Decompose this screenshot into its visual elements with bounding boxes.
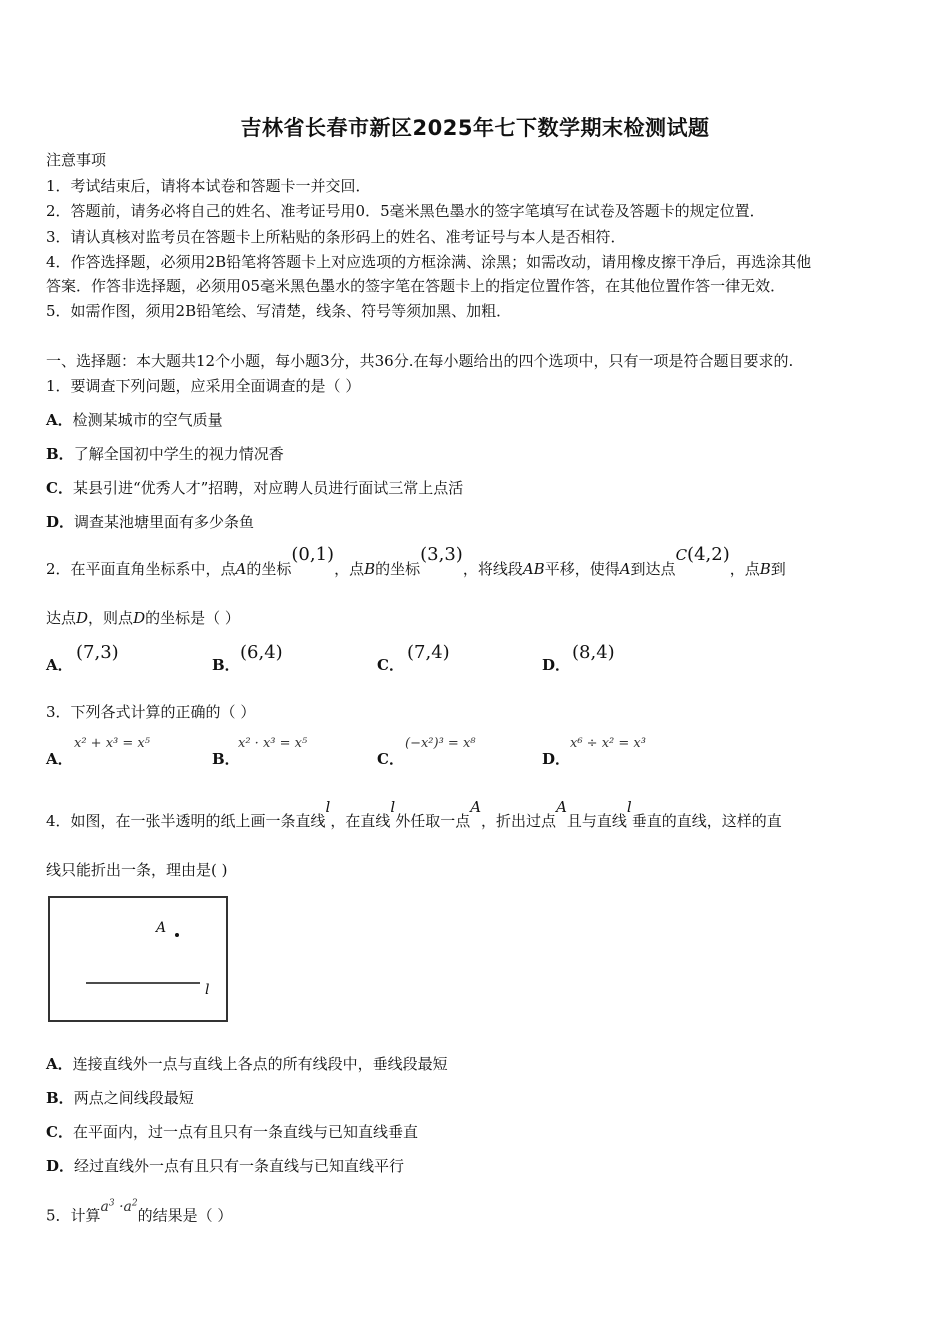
notice-item-1: 1．考试结束后，请将本试卷和答题卡一并交回．: [46, 177, 371, 195]
q3-option-b: [212, 736, 308, 769]
q4-stem-line-1: [46, 798, 906, 834]
option-label: B．: [212, 750, 240, 768]
option-label: C．: [46, 479, 73, 497]
q2-text: ，则点: [88, 609, 134, 627]
q4-option-c: [46, 1120, 906, 1144]
line-l-symbol: l: [390, 798, 396, 816]
notice-item-4: 4．作答选择题，必须用2B铅笔将答题卡上对应选项的方框涂满、涂黑；如需改动，请用橡皮擦干净后，再选涂其他: [46, 253, 812, 271]
option-label: C．: [377, 656, 404, 674]
q3-option-d: [542, 736, 646, 769]
notice-item-2: 2．答题前，请务必将自己的姓名、准考证号用0．5毫米黑色墨水的签字笔填写在试卷及答题卡的规定位置．: [46, 202, 765, 220]
option-text: 某县引进“优秀人才”招聘，对应聘人员进行面试三常上点活: [72, 479, 464, 497]
option-value: x² · x³ = x⁵: [238, 736, 308, 751]
q1-option-b: [46, 442, 906, 466]
q4-text: 垂直的直线，这样的直: [631, 812, 782, 830]
point-d-symbol: D: [76, 609, 89, 627]
q2-text: 到达点: [630, 560, 676, 578]
q2-text: 达点: [46, 609, 77, 627]
option-label: D．: [46, 513, 75, 531]
q2-text: 到: [770, 560, 786, 578]
q2-text: ，点: [729, 560, 760, 578]
q2-text: ，将线段: [462, 560, 523, 578]
option-text: 经过直线外一点有且只有一条直线与已知直线平行: [74, 1157, 405, 1175]
notice-item-3: 3．请认真核对监考员在答题卡上所粘贴的条形码上的姓名、准考证号与本人是否相符．: [46, 228, 626, 246]
option-text: 调查某池塘里面有多少条鱼: [74, 513, 255, 531]
q2-text: 的坐标: [246, 560, 292, 578]
option-label: D．: [542, 750, 571, 768]
q2-stem-line-2: [46, 606, 906, 630]
point-a-symbol: A: [470, 798, 482, 816]
point-c-symbol: C: [675, 546, 688, 564]
q4-figure: [48, 896, 228, 1022]
q4-text: 4．如图，在一张半透明的纸上画一条直线: [46, 812, 326, 830]
option-value: (6,4): [240, 642, 283, 663]
notice-heading: 注意事项: [46, 151, 107, 169]
q5-exponent: 2: [131, 1198, 138, 1208]
option-text: 检测某城市的空气质量: [72, 411, 223, 429]
q5-expression: [101, 1199, 138, 1215]
option-label: D．: [542, 656, 571, 674]
option-text: 连接直线外一点与直线上各点的所有线段中，垂线段最短: [72, 1055, 448, 1073]
point-a-symbol: A: [556, 798, 567, 816]
option-label: B．: [46, 1089, 74, 1107]
option-label: D．: [46, 1157, 75, 1175]
option-text: 两点之间线段最短: [73, 1089, 194, 1107]
segment-ab-symbol: AB: [522, 560, 545, 578]
option-label: C．: [46, 1123, 73, 1141]
q5-text: 的结果是（ ）: [137, 1206, 233, 1225]
option-value: (−x²)³ = x⁸: [405, 736, 476, 751]
q4-text: ，折出过点: [481, 812, 557, 830]
q4-text: 且与直线: [566, 812, 627, 830]
coord-c: (4,2): [687, 544, 730, 565]
q2-option-b: [212, 642, 283, 675]
q2-text: 2．在平面直角坐标系中，点: [46, 560, 236, 578]
option-text: 了解全国初中学生的视力情况香: [73, 445, 284, 463]
q4-option-a: [46, 1052, 906, 1076]
option-value: (7,4): [407, 642, 450, 663]
q1-stem: 1．要调查下列问题，应采用全面调查的是（ ）: [46, 377, 361, 395]
q2-option-a: [46, 642, 119, 675]
q4-option-d: [46, 1154, 906, 1178]
q4-stem-line-2: 线只能折出一条，理由是( ): [46, 861, 228, 879]
option-label: B．: [212, 656, 240, 674]
q3-option-a: [46, 736, 150, 769]
point-b-symbol: B: [364, 560, 376, 578]
section-1-heading: 一、选择题：本大题共12个小题，每小题3分，共36分.在每小题给出的四个选项中，只有一项是符合题目要求的.: [46, 352, 794, 370]
q3-option-c: [377, 736, 476, 769]
q3-stem: 3．下列各式计算的正确的（ ）: [46, 703, 256, 721]
q2-stem-line-1: [46, 544, 906, 582]
q5-base: a: [123, 1198, 132, 1215]
coord-b: (3,3): [420, 544, 463, 565]
coord-a: (0,1): [291, 544, 335, 565]
option-value: x² + x³ = x⁵: [74, 736, 150, 751]
q4-text: ，在直线: [330, 812, 391, 830]
q5-text: 5．计算: [46, 1206, 101, 1225]
line-l-symbol: l: [626, 798, 632, 816]
point-a-dot: [175, 933, 179, 937]
q4-option-b: [46, 1086, 906, 1110]
q2-text: 平移，使得: [544, 560, 620, 578]
option-label: A．: [46, 1055, 73, 1073]
notice-item-5: 5．如需作图，须用2B铅笔绘、写清楚，线条、符号等须加黑、加粗．: [46, 302, 512, 320]
q1-option-c: [46, 476, 906, 500]
point-a-symbol: A: [619, 560, 631, 578]
option-value: (7,3): [76, 642, 119, 663]
line-l-label: l: [205, 982, 210, 998]
q1-option-a: [46, 408, 906, 432]
option-value: x⁶ ÷ x² = x³: [570, 736, 646, 751]
option-label: A．: [46, 411, 73, 429]
line-l-symbol: l: [325, 798, 331, 816]
option-text: 在平面内，过一点有且只有一条直线与已知直线垂直: [72, 1123, 418, 1141]
option-label: C．: [377, 750, 404, 768]
point-a-symbol: A: [235, 560, 247, 578]
q2-text: 的坐标: [375, 560, 421, 578]
q4-figure-drawing: [50, 898, 226, 1020]
q2-option-d: [542, 642, 615, 675]
option-label: A．: [46, 656, 73, 674]
q5-dot: ·: [119, 1198, 124, 1215]
q2-text: 的坐标是（ ）: [145, 609, 240, 627]
option-label: B．: [46, 445, 74, 463]
q2-option-c: [377, 642, 450, 675]
point-a-label: A: [156, 920, 167, 936]
exam-title: 吉林省长春市新区2025年七下数学期末检测试题: [240, 116, 710, 140]
q5-stem: [46, 1198, 906, 1229]
q5-base: a: [100, 1198, 109, 1215]
point-d-symbol: D: [133, 609, 146, 627]
q5-exponent: 3: [108, 1198, 115, 1208]
point-b-symbol: B: [759, 560, 771, 578]
option-label: A．: [46, 750, 73, 768]
notice-item-4-cont: 答案．作答非选择题，必须用05毫米黑色墨水的签字笔在答题卡上的指定位置作答，在其他位置作答一律无效．: [46, 277, 786, 295]
q4-text: 外任取一点: [395, 812, 471, 830]
option-value: (8,4): [572, 642, 615, 663]
q2-text: ，点: [334, 560, 365, 578]
q1-option-d: [46, 510, 906, 534]
